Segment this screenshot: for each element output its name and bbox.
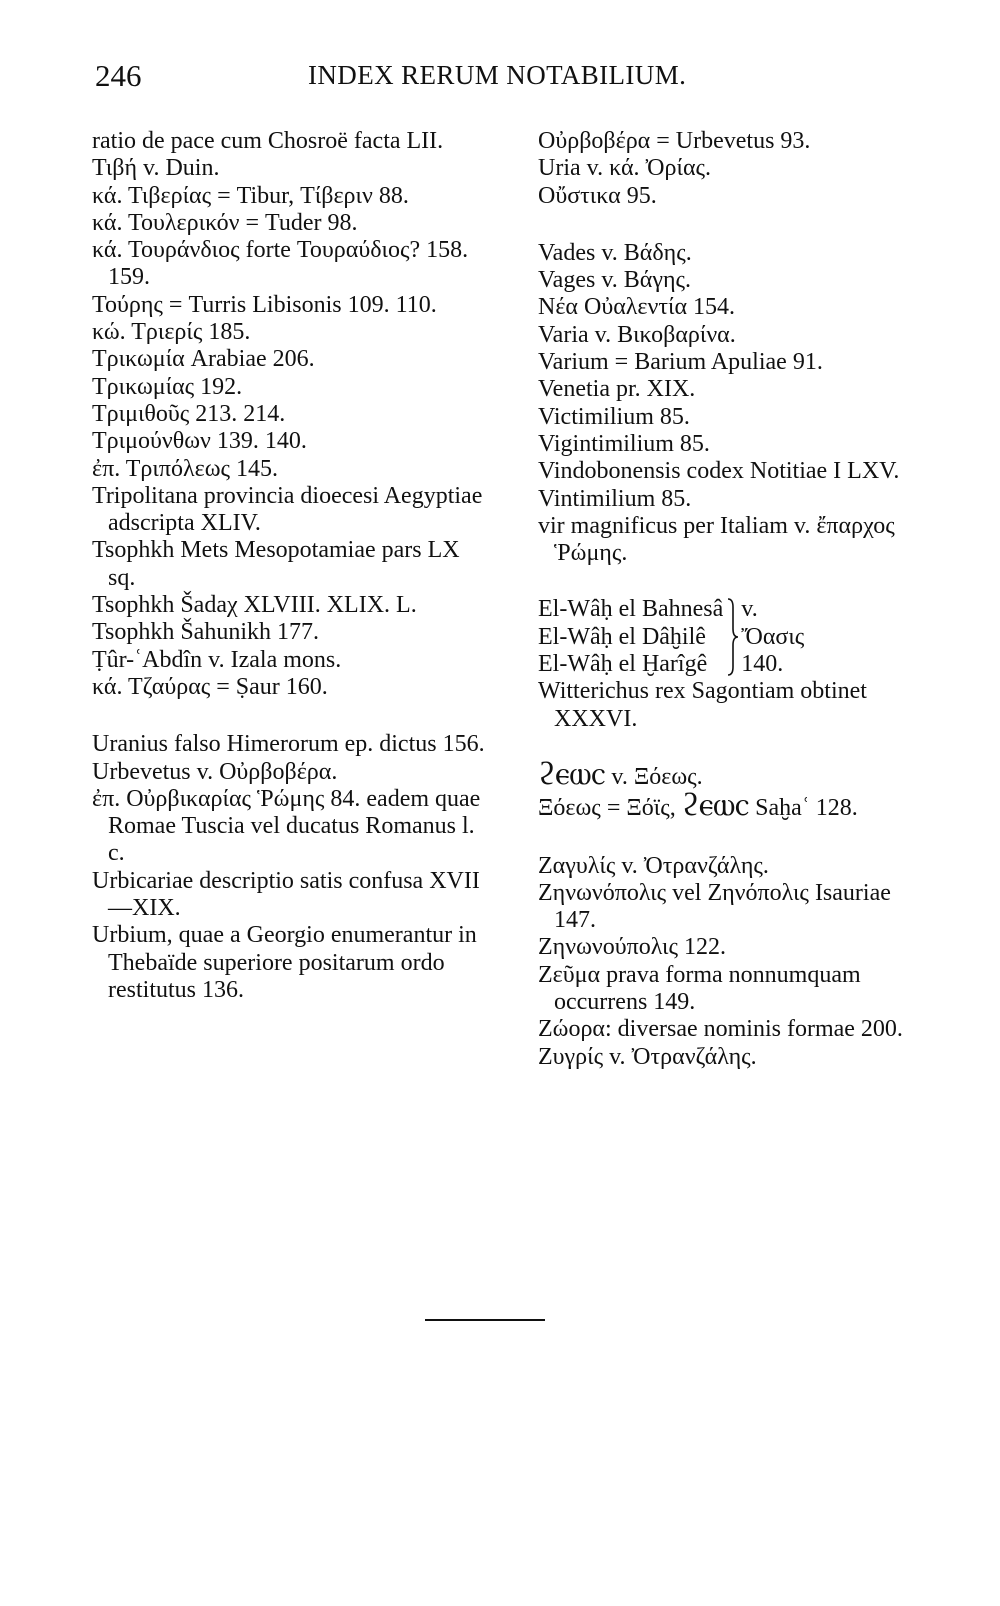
index-entry: Ζεῦμα prava forma nonnumquam occurrens 149.	[538, 961, 861, 1016]
index-entry: Τριμούνθων 139. 140.	[92, 428, 307, 455]
index-entry: Νέα Οὐαλεντία 154.	[538, 294, 736, 321]
index-entry: Urbium, quae a Georgio enumerantur in Thebaïde superiore positarum ordo restitutus 136.	[92, 922, 477, 1003]
index-entry: Tsophkh Šahunikh 177.	[92, 619, 319, 646]
section-gap	[538, 210, 938, 240]
right-entries-group-2	[538, 240, 938, 568]
index-entry: Tsophkh Mets Mesopotamiae pars LX sq.	[92, 537, 460, 591]
left-entries-group-1	[92, 128, 492, 701]
el-wah-group	[538, 596, 938, 678]
coptic-entry-post: Saḫaʿ 128.	[749, 795, 858, 822]
page-number: 246	[95, 58, 142, 93]
index-entry: Ζηνωνούπολις 122.	[538, 934, 727, 961]
index-entry: κώ. Τριερίς 185.	[92, 319, 251, 346]
left-column	[92, 128, 492, 1004]
index-entry: Urbevetus v. Οὐρβοβέρα.	[92, 758, 338, 785]
index-entry: Vages v. Βάγης.	[538, 267, 691, 294]
coptic-entry	[538, 785, 938, 824]
index-entry: Ζώορα: diversae nominis formae 200.	[538, 1016, 903, 1043]
index-entry: Vindobonensis codex Notitiae I LXV.	[538, 458, 900, 485]
group-line: El-Wâḥ el Bahnesâ	[538, 596, 724, 623]
index-entry: Urbicariae descriptio satis confusa XVII—XIX.	[92, 867, 480, 922]
index-entry: Uria v. κά. Ὀρίας.	[538, 155, 712, 182]
index-entry: Varium = Barium Apuliae 91.	[538, 349, 823, 376]
right-column	[538, 128, 938, 1071]
index-entry: Ṭûr-ʿAbdîn v. Izala mons.	[92, 646, 342, 673]
index-entry: κά. Τιβερίας = Tibur, Τίβεριν 88.	[92, 182, 409, 209]
index-entry: Ζηνωνόπολις vel Ζηνόπολις Isauriae 147.	[538, 879, 891, 934]
coptic-word: ϩⲉⲱⲥ	[681, 785, 750, 824]
index-entry: Vigintimilium 85.	[538, 430, 710, 457]
index-entry: κά. Τουράνδιος forte Τουραύδιος? 158. 159.	[92, 237, 469, 291]
coptic-word: ϩⲉⲱⲥ	[538, 753, 606, 792]
el-wah-lines	[538, 596, 723, 678]
left-entries-group-2	[92, 731, 492, 1004]
coptic-entry-rest: v. Ξόεως.	[605, 763, 703, 790]
index-entry: ἐπ. Τριπόλεως 145.	[92, 455, 278, 482]
index-entry: Ζυγρίς v. Ὀτρανζάλης.	[538, 1043, 757, 1070]
running-title: INDEX RERUM NOTABILIUM.	[308, 60, 687, 90]
index-entry: ratio de pace cum Chosroë facta LII.	[92, 128, 444, 154]
group-ref-line: Ὄασις	[741, 623, 805, 650]
index-entry: ἐπ. Οὐρβικαρίας Ῥώμης 84. eadem quae Romae Tuscia vel ducatus Romanus l. c.	[92, 785, 481, 867]
index-entry: Tsophkh Šadaχ XLVIII. XLIX. L.	[92, 592, 417, 619]
group-line: El-Wâḥ el Dâḫilê	[538, 623, 706, 650]
index-entry: Οὐρβοβέρα = Urbevetus 93.	[538, 128, 811, 154]
index-entry: Τιβή v. Duin.	[92, 155, 220, 182]
index-entry: Οὔστικα 95.	[538, 182, 657, 209]
index-entry: Vintimilium 85.	[538, 485, 692, 512]
index-entry: vir magnificus per Italiam v. ἔπαρχος Ῥώμης.	[538, 512, 895, 567]
index-entry: Uranius falso Himerorum ep. dictus 156.	[92, 731, 485, 758]
index-entry: Ζαγυλίς v. Ὀτρανζάλης.	[538, 852, 769, 879]
el-wah-reference	[741, 596, 804, 678]
group-ref-line: v.	[741, 596, 758, 623]
index-entry: Τρικωμίας 192.	[92, 373, 243, 400]
section-gap	[538, 567, 938, 594]
index-entry: Τούρης = Turris Libisonis 109. 110.	[92, 291, 437, 318]
index-entry: κά. Τζαύρας = Ṣaur 160.	[92, 673, 328, 700]
right-entries-group-3	[538, 678, 938, 733]
section-gap	[538, 823, 938, 853]
index-entry: Victimilium 85.	[538, 403, 690, 430]
index-entry: Varia v. Βικοβαρίνα.	[538, 321, 736, 348]
index-entry: Venetia pr. XIX.	[538, 376, 696, 403]
index-entry: Vades v. Βάδης.	[538, 239, 692, 266]
index-entry: κά. Τουλερικόν = Tuder 98.	[92, 209, 358, 236]
page-header	[95, 58, 935, 108]
section-gap	[92, 701, 492, 731]
bottom-rule	[425, 1319, 545, 1321]
index-entry: Τρικωμία Arabiae 206.	[92, 346, 315, 373]
coptic-entry-pre: Ξόεως = Ξόϊς,	[538, 795, 682, 822]
right-entries-group-4	[538, 853, 938, 1071]
group-ref-line: 140.	[741, 651, 784, 678]
group-line: El-Wâḥ el Ḫarîgê	[538, 651, 708, 678]
index-entry: Witterichus rex Sagontiam obtinet XXXVI.	[538, 678, 867, 732]
index-entry: Tripolitana provincia dioecesi Aegyptiae adscripta XLIV.	[92, 482, 483, 537]
index-entry: Τριμιθοῦς 213. 214.	[92, 400, 286, 427]
right-brace-icon	[727, 597, 739, 677]
right-entries-group-1	[538, 128, 938, 210]
